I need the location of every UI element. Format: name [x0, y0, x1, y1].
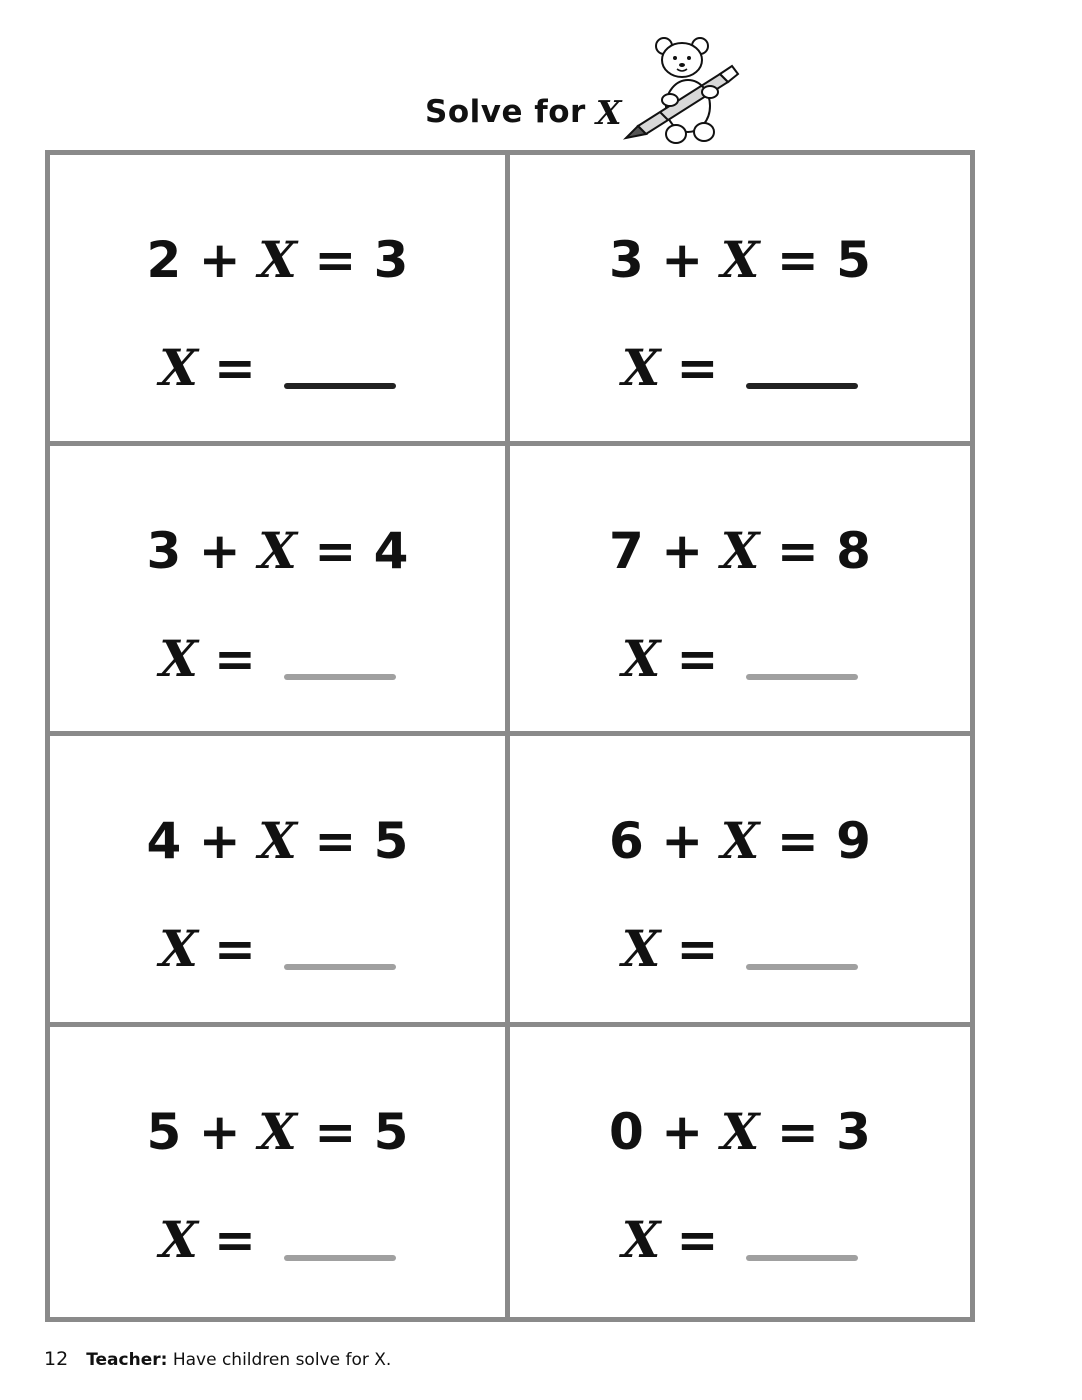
sum: 5 — [373, 1102, 409, 1161]
teacher-label: Teacher: — [86, 1350, 168, 1370]
equals-sign: = — [314, 812, 357, 870]
teacher-instruction: Have children solve for X. — [172, 1350, 392, 1370]
footer — [44, 1348, 391, 1370]
answer-equals-sign: = — [676, 629, 719, 688]
answer-variable: X — [621, 628, 661, 688]
answer-line — [510, 1205, 970, 1275]
plus-sign: + — [661, 1102, 704, 1161]
addend: 3 — [609, 231, 644, 289]
answer-line — [50, 333, 505, 403]
answer-line — [50, 1205, 505, 1275]
answer-variable: X — [621, 919, 661, 978]
answer-line — [510, 624, 970, 694]
equals-sign: = — [776, 1102, 819, 1161]
variable: X — [258, 520, 297, 580]
equals-sign: = — [314, 521, 357, 580]
sum: 3 — [373, 231, 409, 289]
answer-line — [50, 624, 505, 694]
plus-sign: + — [661, 231, 704, 289]
sum: 3 — [836, 1102, 871, 1161]
answer-equals-sign: = — [213, 629, 256, 688]
answer-blank[interactable] — [284, 964, 396, 970]
equation — [50, 806, 505, 876]
plus-sign: + — [198, 1102, 241, 1161]
plus-sign: + — [198, 521, 241, 580]
sum: 4 — [373, 521, 409, 580]
sum: 9 — [836, 812, 871, 870]
addend: 7 — [609, 521, 644, 580]
equation — [50, 225, 505, 295]
page-title — [425, 90, 622, 134]
answer-blank[interactable] — [284, 383, 396, 389]
equation — [50, 516, 505, 586]
problem-card-1 — [50, 155, 510, 446]
answer-blank[interactable] — [284, 1255, 396, 1261]
addend: 2 — [146, 231, 182, 289]
teddy-bear-with-crayon-icon — [620, 34, 740, 148]
answer-blank[interactable] — [746, 1255, 858, 1261]
page-title-variable: X — [595, 92, 622, 132]
plus-sign: + — [198, 812, 241, 870]
plus-sign: + — [661, 812, 704, 870]
answer-equals-sign: = — [213, 1210, 256, 1269]
variable: X — [720, 1101, 760, 1161]
sum: 5 — [373, 812, 409, 870]
answer-line — [510, 333, 970, 403]
problem-grid — [45, 150, 975, 1322]
sum: 5 — [836, 231, 871, 289]
variable: X — [720, 230, 760, 289]
problem-card-2 — [510, 155, 970, 446]
page-number: 12 — [44, 1348, 69, 1370]
addend: 0 — [609, 1102, 644, 1161]
answer-line — [510, 914, 970, 984]
equation — [510, 516, 970, 586]
addend: 3 — [146, 521, 182, 580]
plus-sign: + — [661, 521, 704, 580]
equation — [510, 225, 970, 295]
plus-sign: + — [198, 231, 241, 289]
answer-equals-sign: = — [676, 339, 719, 397]
equals-sign: = — [776, 231, 819, 289]
answer-equals-sign: = — [676, 920, 719, 978]
equals-sign: = — [776, 521, 819, 580]
answer-blank[interactable] — [284, 674, 396, 680]
equation — [50, 1097, 505, 1167]
variable: X — [258, 811, 297, 870]
equation — [510, 1097, 970, 1167]
answer-line — [50, 914, 505, 984]
problem-card-5 — [50, 736, 510, 1027]
problem-card-6 — [510, 736, 970, 1027]
problem-card-4 — [510, 446, 970, 737]
answer-variable: X — [159, 628, 198, 688]
answer-variable: X — [621, 338, 661, 397]
answer-blank[interactable] — [746, 383, 858, 389]
answer-equals-sign: = — [676, 1210, 719, 1269]
addend: 5 — [146, 1102, 182, 1161]
addend: 6 — [609, 812, 644, 870]
equation — [510, 806, 970, 876]
variable: X — [720, 811, 760, 870]
answer-variable: X — [159, 1209, 198, 1269]
variable: X — [720, 520, 760, 580]
addend: 4 — [146, 812, 182, 870]
answer-variable: X — [159, 338, 198, 397]
equals-sign: = — [314, 1102, 357, 1161]
answer-blank[interactable] — [746, 964, 858, 970]
answer-equals-sign: = — [213, 920, 256, 978]
answer-variable: X — [159, 919, 198, 978]
problem-card-7 — [50, 1027, 510, 1318]
sum: 8 — [836, 521, 871, 580]
answer-equals-sign: = — [213, 339, 256, 397]
problem-card-8 — [510, 1027, 970, 1318]
variable: X — [258, 230, 297, 289]
answer-blank[interactable] — [746, 674, 858, 680]
equals-sign: = — [314, 231, 357, 289]
problem-card-3 — [50, 446, 510, 737]
variable: X — [258, 1101, 297, 1161]
equals-sign: = — [776, 812, 819, 870]
page-title-text: Solve for — [425, 94, 586, 130]
answer-variable: X — [621, 1209, 661, 1269]
